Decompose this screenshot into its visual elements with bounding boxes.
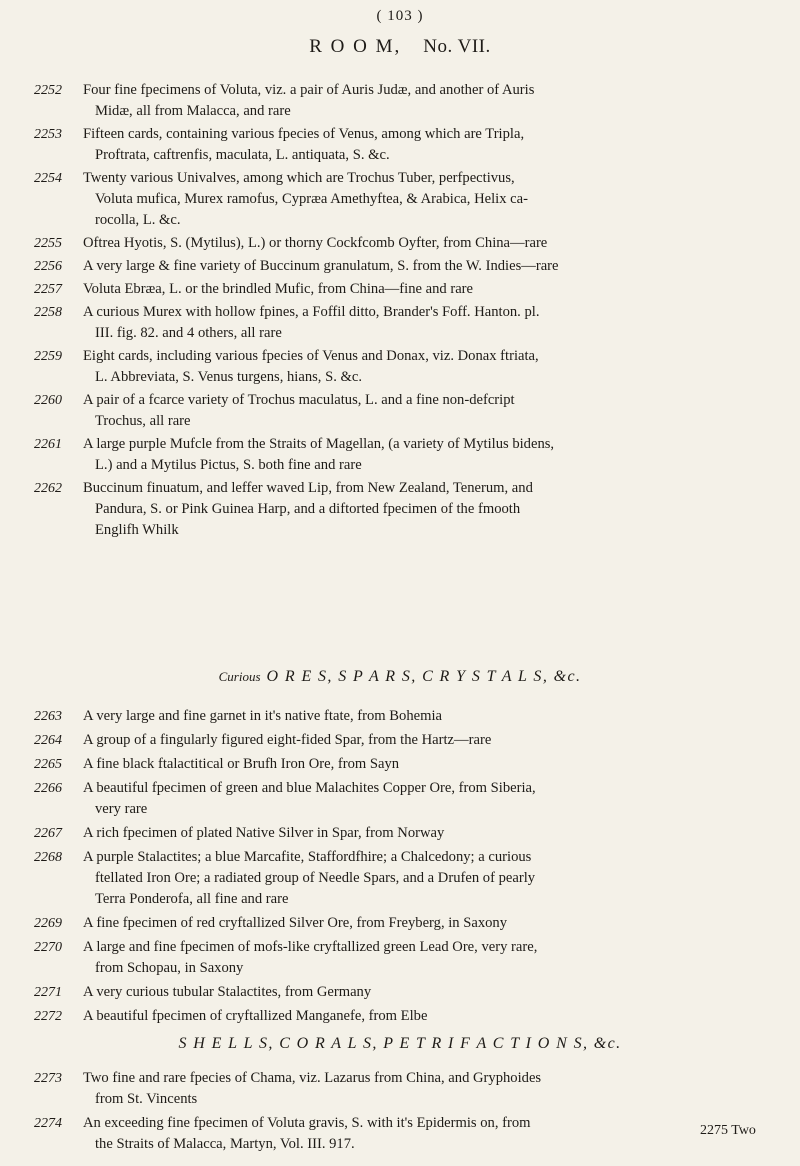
entry-description — [83, 778, 755, 820]
entry-line: Buccinum finuatum, and leffer waved Lip, from New Zealand, Tenerum, and — [83, 480, 533, 496]
section-heading-ores — [0, 668, 800, 686]
entry-line: A group of a fingularly figured eight-fided Spar, from the Hartz—rare — [83, 732, 492, 748]
lot-number: 2269 — [34, 916, 62, 931]
entry-line: A large and fine fpecimen of mofs-like cryftallized green Lead Ore, very rare, — [83, 939, 538, 955]
entry-line: from Schopau, in Saxony — [95, 960, 244, 976]
entry-line: A very curious tubular Stalactites, from Germany — [83, 984, 372, 1000]
entry-line: Terra Ponderofa, all fine and rare — [95, 891, 289, 907]
entry-description — [83, 124, 755, 166]
lot-number: 2258 — [34, 305, 62, 320]
entry-line: Voluta mufica, Murex ramofus, Cypræa Amethyftea, & Arabica, Helix ca- — [95, 191, 528, 207]
lot-number: 2256 — [34, 259, 62, 274]
entry-description — [83, 1113, 755, 1155]
entry-description — [83, 913, 755, 934]
entry-line: from St. Vincents — [95, 1091, 198, 1107]
section-heading-title: O R E S, S P A R S, C R Y S T A L S, &c. — [266, 668, 582, 685]
section-heading-title: S H E L L S, C O R A L S, P E T R I F A C T I O N S, &c. — [178, 1035, 622, 1052]
entry-line: A rich fpecimen of plated Native Silver in Spar, from Norway — [83, 825, 445, 841]
entry-line: A fine fpecimen of red cryftallized Silver Ore, from Freyberg, in Saxony — [83, 915, 508, 931]
entry-line: III. fig. 82. and 4 others, all rare — [95, 325, 282, 341]
lot-number: 2270 — [34, 940, 62, 955]
entry-line: Pandura, S. or Pink Guinea Harp, and a diftorted fpecimen of the fmooth — [95, 501, 521, 517]
entry-description — [83, 1006, 755, 1027]
entry-description — [83, 390, 755, 432]
room-title: R O O M, — [309, 36, 402, 57]
entry-line: Oftrea Hyotis, S. (Mytilus), L.) or thorny Cockfcomb Oyfter, from China—rare — [83, 235, 548, 251]
entry-line: An exceeding fine fpecimen of Voluta gravis, S. with it's Epidermis on, from — [83, 1115, 531, 1131]
entry-line: A large purple Mufcle from the Straits of Magellan, (a variety of Mytilus bidens, — [83, 436, 555, 452]
entry-description — [83, 302, 755, 344]
entry-line: Eight cards, including various fpecies of Venus and Donax, viz. Donax ftriata, — [83, 348, 539, 364]
entry-description — [83, 754, 755, 775]
entry-line: A fine black ftalactitical or Brufh Iron Ore, from Sayn — [83, 756, 400, 772]
entry-description — [83, 1068, 755, 1110]
entry-description — [83, 823, 755, 844]
entry-line: Midæ, all from Malacca, and rare — [95, 103, 291, 119]
entry-line: A curious Murex with hollow fpines, a Foffil ditto, Brander's Foff. Hanton. pl. — [83, 304, 540, 320]
entry-description — [83, 80, 755, 122]
entry-description — [83, 279, 755, 300]
lot-number: 2255 — [34, 236, 62, 251]
entry-description — [83, 168, 755, 231]
lot-number: 2271 — [34, 985, 62, 1000]
lot-number: 2254 — [34, 171, 62, 186]
lot-number: 2265 — [34, 757, 62, 772]
entry-line: rocolla, L. &c. — [95, 212, 181, 228]
entry-line: A very large & fine variety of Buccinum granulatum, S. from the W. Indies—rare — [83, 258, 559, 274]
entry-line: Twenty various Univalves, among which are Trochus Tuber, perfpectivus, — [83, 170, 515, 186]
lot-number: 2261 — [34, 437, 62, 452]
entry-description — [83, 730, 755, 751]
room-heading — [0, 36, 800, 58]
lot-number: 2259 — [34, 349, 62, 364]
entry-line: A beautiful fpecimen of cryftallized Manganefe, from Elbe — [83, 1008, 428, 1024]
entry-line: A purple Stalactites; a blue Marcafite, Staffordfhire; a Chalcedony; a curious — [83, 849, 532, 865]
entry-description — [83, 937, 755, 979]
entry-description — [83, 478, 755, 541]
lot-number: 2272 — [34, 1009, 62, 1024]
catchword: 2275 Two — [700, 1123, 756, 1138]
lot-number: 2273 — [34, 1071, 62, 1086]
page-number: ( 103 ) — [376, 8, 424, 24]
lot-number: 2266 — [34, 781, 62, 796]
entry-description — [83, 256, 755, 277]
entry-line: A very large and fine garnet in it's native ftate, from Bohemia — [83, 708, 442, 724]
entry-description — [83, 346, 755, 388]
entry-line: Voluta Ebræa, L. or the brindled Mufic, from China—fine and rare — [83, 281, 474, 297]
entry-line: Proftrata, caftrenfis, maculata, L. antiquata, S. &c. — [95, 147, 390, 163]
lot-number: 2268 — [34, 850, 62, 865]
lot-number: 2257 — [34, 282, 62, 297]
entry-line: Englifh Whilk — [95, 522, 179, 538]
entry-line: very rare — [95, 801, 148, 817]
lot-number: 2264 — [34, 733, 62, 748]
lot-number: 2274 — [34, 1116, 62, 1131]
room-number: No. VII. — [423, 36, 491, 57]
lot-number: 2267 — [34, 826, 62, 841]
entry-line: Trochus, all rare — [95, 413, 191, 429]
lot-number: 2263 — [34, 709, 62, 724]
lot-number: 2253 — [34, 127, 62, 142]
entry-description — [83, 847, 755, 910]
lot-number: 2252 — [34, 83, 62, 98]
section-heading-prefix: Curious — [218, 669, 261, 684]
entry-line: Four fine fpecimens of Voluta, viz. a pair of Auris Judæ, and another of Auris — [83, 82, 535, 98]
entry-line: the Straits of Malacca, Martyn, Vol. III. 917. — [95, 1136, 355, 1152]
entry-line: Fifteen cards, containing various fpecies of Venus, among which are Tripla, — [83, 126, 525, 142]
entry-line: A pair of a fcarce variety of Trochus maculatus, L. and a fine non-defcript — [83, 392, 515, 408]
section-heading-shells-corals — [0, 1035, 800, 1053]
entry-line: A beautiful fpecimen of green and blue Malachites Copper Ore, from Siberia, — [83, 780, 536, 796]
entry-line: L.) and a Mytilus Pictus, S. both fine and rare — [95, 457, 362, 473]
entry-description — [83, 233, 755, 254]
entry-description — [83, 706, 755, 727]
lot-number: 2262 — [34, 481, 62, 496]
entry-line: ftellated Iron Ore; a radiated group of Needle Spars, and a Drufen of pearly — [95, 870, 536, 886]
entry-description — [83, 982, 755, 1003]
entry-line: L. Abbreviata, S. Venus turgens, hians, S. &c. — [95, 369, 362, 385]
lot-number: 2260 — [34, 393, 62, 408]
entry-description — [83, 434, 755, 476]
entry-line: Two fine and rare fpecies of Chama, viz. Lazarus from China, and Gryphoides — [83, 1070, 542, 1086]
